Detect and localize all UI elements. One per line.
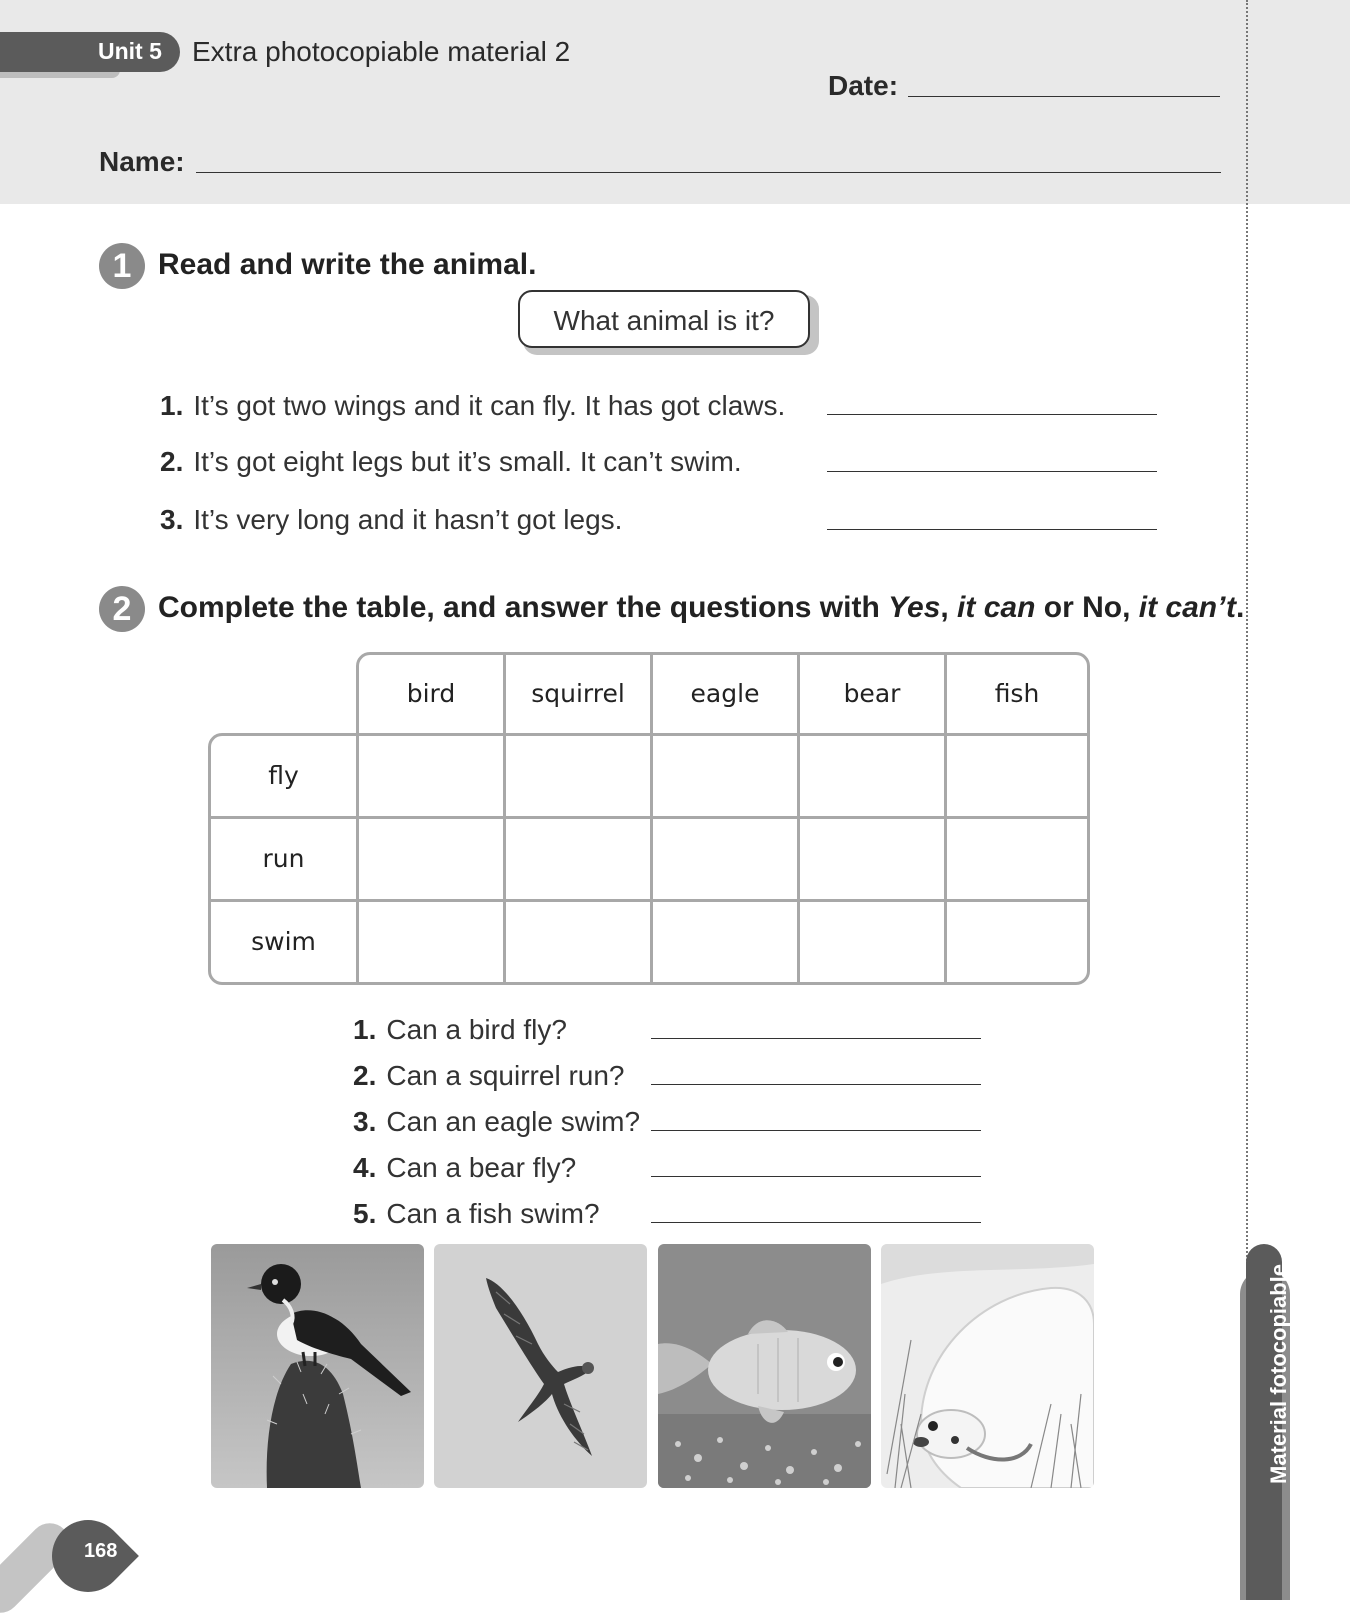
table-cell[interactable] [356, 899, 506, 985]
side-tab-label: Material fotocopiable [1266, 1263, 1291, 1484]
answer-line-1[interactable] [827, 414, 1157, 415]
question-4 [353, 1152, 576, 1184]
column-header-bear: bear [797, 652, 947, 736]
title-it-can: it can [957, 591, 1036, 624]
question-number: 1. [353, 1014, 377, 1045]
eagle-flying-photo [434, 1244, 647, 1488]
column-header-eagle: eagle [650, 652, 800, 736]
question-5 [353, 1198, 600, 1230]
answer-line-3[interactable] [827, 529, 1157, 530]
section-2-title [158, 591, 1244, 625]
title-text: , [940, 591, 958, 624]
question-number: 4. [353, 1152, 377, 1183]
name-label: Name: [99, 146, 185, 177]
table-cell[interactable] [944, 733, 1090, 819]
question-answer-line-4[interactable] [651, 1176, 981, 1177]
unit-label: Unit 5 [98, 38, 162, 64]
table-cell[interactable] [797, 733, 947, 819]
question-1 [353, 1014, 567, 1046]
table-cell[interactable] [944, 816, 1090, 902]
question-2 [353, 1060, 624, 1092]
table-cell[interactable] [503, 899, 653, 985]
question-answer-line-5[interactable] [651, 1222, 981, 1223]
question-text: Can a squirrel run? [386, 1060, 625, 1091]
row-header-run: run [208, 816, 359, 902]
ability-table [208, 652, 1090, 990]
table-cell[interactable] [797, 899, 947, 985]
seal-in-snow-photo [881, 1244, 1094, 1488]
answer-line-2[interactable] [827, 471, 1157, 472]
table-cell[interactable] [503, 733, 653, 819]
question-box: What animal is it? [518, 290, 810, 348]
question-number: 5. [353, 1198, 377, 1229]
item-text: It’s very long and it hasn’t got legs. [193, 504, 623, 535]
title-it-cant: it can’t [1138, 591, 1236, 624]
question-answer-line-3[interactable] [651, 1130, 981, 1131]
row-header-fly: fly [208, 733, 359, 819]
title-text: Complete the table, and answer the questions with [158, 591, 889, 624]
table-cell[interactable] [503, 816, 653, 902]
date-label: Date: [828, 70, 899, 101]
date-field[interactable] [908, 96, 1220, 97]
item-number: 2. [160, 446, 184, 477]
question-text: Can a fish swim? [386, 1198, 600, 1229]
question-3 [353, 1106, 640, 1138]
question-number: 2. [353, 1060, 377, 1091]
question-text: Can a bird fly? [386, 1014, 567, 1045]
table-cell[interactable] [650, 899, 800, 985]
goldfish-photo [658, 1244, 871, 1488]
section-2-number: 2 [99, 586, 145, 632]
question-answer-line-2[interactable] [651, 1084, 981, 1085]
column-header-fish: fish [944, 652, 1090, 736]
table-cell[interactable] [650, 733, 800, 819]
title-yes: Yes [888, 591, 941, 624]
riddle-item-3 [160, 504, 622, 536]
item-text: It’s got eight legs but it’s small. It can’t swim. [193, 446, 742, 477]
table-cell[interactable] [650, 816, 800, 902]
column-header-squirrel: squirrel [503, 652, 653, 736]
item-text: It’s got two wings and it can fly. It has got claws. [193, 390, 786, 421]
worksheet-title: Extra photocopiable material 2 [192, 36, 571, 67]
header-band-margin [1248, 0, 1350, 204]
section-1-number: 1 [99, 243, 145, 289]
question-text: Can a bear fly? [386, 1152, 577, 1183]
row-header-swim: swim [208, 899, 359, 985]
riddle-item-2 [160, 446, 742, 478]
title-text: . [1235, 591, 1245, 624]
table-cell[interactable] [944, 899, 1090, 985]
item-number: 1. [160, 390, 184, 421]
riddle-item-1 [160, 390, 785, 422]
header-band [0, 0, 1248, 204]
column-header-bird: bird [356, 652, 506, 736]
table-cell[interactable] [356, 816, 506, 902]
question-answer-line-1[interactable] [651, 1038, 981, 1039]
table-cell[interactable] [356, 733, 506, 819]
page-number: 168 [84, 1540, 118, 1562]
question-text: Can an eagle swim? [386, 1106, 641, 1137]
title-text: or No, [1035, 591, 1139, 624]
item-number: 3. [160, 504, 184, 535]
section-1-title: Read and write the animal. [158, 248, 537, 281]
name-field[interactable] [196, 172, 1221, 173]
table-cell[interactable] [797, 816, 947, 902]
bird-on-cactus-photo [211, 1244, 424, 1488]
question-number: 3. [353, 1106, 377, 1137]
